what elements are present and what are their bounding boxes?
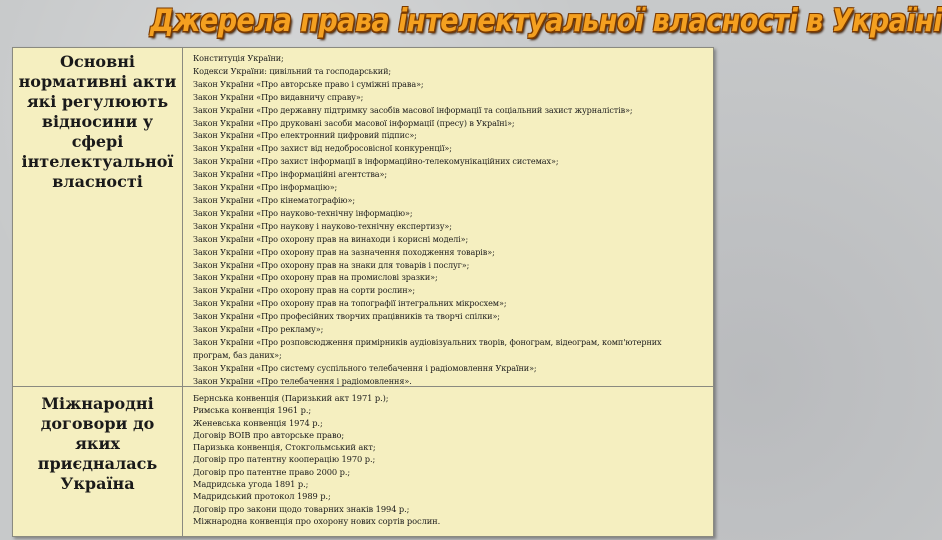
list-item: Закон України «Про охорону прав на топографії інтегральних мікросхем»; [193, 298, 507, 309]
list-item: Закон України «Про розповсюдження примірників аудіовізуальних творів, фонограм, відеограм, комп'ютерних програм, баз даних»; [193, 336, 662, 360]
list-item: Договір про закони щодо товарних знаків 1994 р.; [193, 503, 410, 514]
normative-acts-list [193, 52, 713, 388]
list-item: Закон України «Про професійних творчих працівників та творчі спілки»; [193, 311, 500, 322]
row-heading-international-treaties: Міжнародні договори до яких приєдналась Україна [37, 394, 158, 493]
list-item: Закон України «Про кінематографію»; [193, 194, 355, 205]
list-item: Римська конвенція 1961 р.; [193, 405, 312, 416]
list-item: Закон України «Про охорону прав на знаки для товарів і послуг»; [193, 259, 470, 270]
table-row-international-treaties [13, 387, 713, 536]
list-item: Закон України «Про друковані засоби масової інформації (пресу) в Україні»; [193, 117, 515, 128]
row-content-cell [184, 48, 713, 386]
list-item: Кодекси України: цивільний та господарський; [193, 65, 392, 76]
list-item: Закон України «Про інформаційні агентства»; [193, 169, 388, 180]
list-item: Закон України «Про охорону прав на сорти рослин»; [193, 285, 416, 296]
list-item: Закон України «Про охорону прав на промислові зразки»; [193, 272, 438, 283]
list-item: Закон України «Про телебачення і радіомовлення». [193, 375, 412, 386]
list-item: Договір про патентну кооперацію 1970 р.; [193, 454, 376, 465]
list-item: Конституція України; [193, 53, 284, 63]
list-item: Закон України «Про охорону прав на винаходи і корисні моделі»; [193, 233, 469, 244]
list-item: Закон України «Про науково-технічну інформацію»; [193, 207, 413, 218]
list-item: Договір про патентне право 2000 р.; [193, 466, 351, 477]
list-item: Паризька конвенція, Стокгольмський акт; [193, 442, 376, 453]
list-item: Мадридський протокол 1989 р.; [193, 491, 331, 502]
list-item: Закон України «Про захист від недобросовісної конкуренції»; [193, 143, 452, 154]
list-item: Закон України «Про наукову і науково-технічну експертизу»; [193, 220, 452, 231]
list-item: Закон України «Про систему суспільного телебачення і радіомовлення України»; [193, 362, 537, 373]
sources-table [12, 47, 714, 537]
table-row-normative-acts [13, 48, 713, 387]
slide-title: Джерела права інтелектуальної власності в Україні [150, 3, 942, 40]
list-item: Закон України «Про захист інформації в інформаційно-телекомунікаційних системах»; [193, 156, 559, 167]
list-item: Договір ВОІВ про авторське право; [193, 429, 345, 440]
row-content-cell [184, 387, 713, 536]
list-item: Закон України «Про авторське право і суміжні права»; [193, 78, 424, 89]
row-heading-cell [13, 387, 183, 536]
list-item: Закон України «Про охорону прав на зазначення походження товарів»; [193, 246, 495, 257]
international-treaties-list [193, 392, 713, 527]
row-heading-cell [13, 48, 183, 386]
list-item: Женевська конвенція 1974 р.; [193, 417, 323, 428]
list-item: Закон України «Про рекламу»; [193, 324, 324, 335]
list-item: Закон України «Про державну підтримку засобів масової інформації та соціальний захист журналістів»; [193, 104, 633, 115]
list-item: Закон України «Про електронний цифровий підпис»; [193, 130, 417, 141]
list-item: Міжнародна конвенція про охорону нових сортів рослин. [193, 515, 441, 526]
list-item: Закон України «Про видавничу справу»; [193, 91, 364, 102]
list-item: Закон України «Про інформацію»; [193, 182, 338, 193]
list-item: Мадридська угода 1891 р.; [193, 479, 309, 490]
list-item: Бернська конвенція (Паризький акт 1971 р.); [193, 393, 389, 403]
row-heading-normative-acts: Основні нормативні акти які регулюють відносини у сфері інтелектуальної власності [18, 52, 177, 191]
